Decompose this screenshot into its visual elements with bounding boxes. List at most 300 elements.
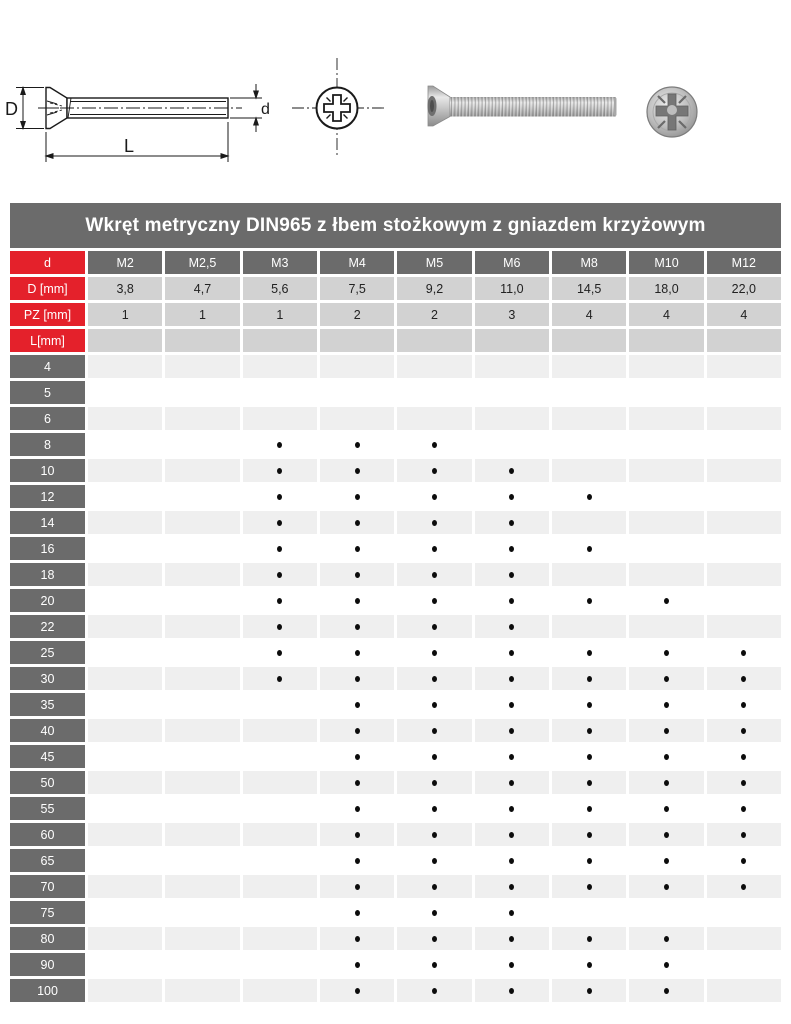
table-title: Wkręt metryczny DIN965 z łbem stożkowym z gniazdem krzyżowym <box>10 203 781 248</box>
availability-dot <box>587 988 592 994</box>
availability-cell <box>629 719 703 742</box>
availability-cell <box>88 875 162 898</box>
dim-value-cell <box>397 329 471 352</box>
availability-cell <box>552 771 626 794</box>
availability-dot <box>664 754 669 760</box>
availability-dot <box>355 442 360 448</box>
availability-cell <box>707 459 781 482</box>
availability-cell <box>475 615 549 638</box>
availability-dot <box>587 702 592 708</box>
availability-dot <box>509 598 514 604</box>
availability-cell <box>475 407 549 430</box>
availability-dot <box>355 650 360 656</box>
availability-cell <box>320 459 394 482</box>
availability-dot <box>509 650 514 656</box>
availability-cell <box>475 901 549 924</box>
availability-dot <box>509 936 514 942</box>
availability-cell <box>320 537 394 560</box>
dim-value-cell: 2 <box>397 303 471 326</box>
dim-value-cell: 9,2 <box>397 277 471 300</box>
availability-cell <box>629 407 703 430</box>
availability-dot <box>741 702 746 708</box>
length-row-label-45: 45 <box>10 745 85 768</box>
availability-cell <box>475 797 549 820</box>
availability-cell <box>243 589 317 612</box>
availability-cell <box>552 667 626 690</box>
availability-cell <box>88 459 162 482</box>
availability-cell <box>243 667 317 690</box>
availability-cell <box>88 563 162 586</box>
availability-cell <box>165 641 239 664</box>
availability-cell <box>475 979 549 1002</box>
availability-cell <box>552 927 626 950</box>
availability-cell <box>165 355 239 378</box>
availability-cell <box>629 537 703 560</box>
availability-cell <box>320 485 394 508</box>
screw-side-view <box>38 88 242 129</box>
availability-dot <box>664 936 669 942</box>
availability-cell <box>552 615 626 638</box>
availability-cell <box>475 589 549 612</box>
availability-cell <box>320 511 394 534</box>
availability-dot <box>432 780 437 786</box>
dim-value-cell: 14,5 <box>552 277 626 300</box>
availability-cell <box>320 979 394 1002</box>
availability-cell <box>243 875 317 898</box>
availability-cell <box>88 641 162 664</box>
availability-cell <box>165 511 239 534</box>
availability-cell <box>165 901 239 924</box>
availability-cell <box>165 979 239 1002</box>
availability-cell <box>320 797 394 820</box>
availability-cell <box>397 979 471 1002</box>
availability-cell <box>707 641 781 664</box>
availability-dot <box>664 884 669 890</box>
spec-table <box>10 203 781 1002</box>
availability-dot <box>355 624 360 630</box>
availability-dot <box>355 702 360 708</box>
availability-cell <box>707 771 781 794</box>
availability-dot <box>355 832 360 838</box>
availability-cell <box>88 537 162 560</box>
length-row-label-55: 55 <box>10 797 85 820</box>
corner-label-d: d <box>10 251 85 274</box>
availability-cell <box>320 901 394 924</box>
availability-cell <box>629 485 703 508</box>
availability-cell <box>397 407 471 430</box>
length-row-label-12: 12 <box>10 485 85 508</box>
availability-cell <box>397 927 471 950</box>
availability-cell <box>475 771 549 794</box>
availability-cell <box>552 355 626 378</box>
availability-dot <box>664 598 669 604</box>
availability-dot <box>664 780 669 786</box>
availability-dot <box>432 754 437 760</box>
availability-dot <box>587 936 592 942</box>
availability-cell <box>88 719 162 742</box>
availability-dot <box>432 546 437 552</box>
availability-cell <box>475 693 549 716</box>
availability-cell <box>88 849 162 872</box>
availability-cell <box>397 745 471 768</box>
availability-cell <box>707 979 781 1002</box>
length-row-label-14: 14 <box>10 511 85 534</box>
availability-cell <box>243 849 317 872</box>
availability-dot <box>432 520 437 526</box>
availability-cell <box>629 693 703 716</box>
availability-cell <box>552 589 626 612</box>
availability-cell <box>320 745 394 768</box>
availability-cell <box>629 927 703 950</box>
availability-cell <box>707 511 781 534</box>
availability-dot <box>587 806 592 812</box>
dim-value-cell: 1 <box>88 303 162 326</box>
availability-dot <box>509 988 514 994</box>
availability-cell <box>320 563 394 586</box>
availability-cell <box>552 849 626 872</box>
availability-cell <box>707 927 781 950</box>
availability-dot <box>432 858 437 864</box>
dim-value-cell <box>243 329 317 352</box>
dim-value-cell <box>552 329 626 352</box>
length-row-label-50: 50 <box>10 771 85 794</box>
availability-dot <box>509 910 514 916</box>
availability-dot <box>587 858 592 864</box>
availability-dot <box>664 858 669 864</box>
availability-cell <box>552 459 626 482</box>
availability-cell <box>629 641 703 664</box>
availability-dot <box>355 754 360 760</box>
availability-cell <box>88 589 162 612</box>
availability-cell <box>88 927 162 950</box>
availability-cell <box>552 485 626 508</box>
dim-value-cell: 4 <box>629 303 703 326</box>
availability-cell <box>552 563 626 586</box>
availability-cell <box>243 745 317 768</box>
dimension-label-d: d <box>261 101 270 118</box>
availability-cell <box>629 667 703 690</box>
availability-cell <box>165 849 239 872</box>
availability-cell <box>707 875 781 898</box>
dim-row-label-0: D [mm] <box>10 277 85 300</box>
availability-cell <box>397 615 471 638</box>
availability-cell <box>475 875 549 898</box>
col-header-M12: M12 <box>707 251 781 274</box>
availability-cell <box>475 563 549 586</box>
availability-dot <box>355 780 360 786</box>
availability-dot <box>432 910 437 916</box>
screw-photo-side <box>428 86 617 126</box>
availability-cell <box>629 849 703 872</box>
availability-dot <box>509 780 514 786</box>
availability-cell <box>475 849 549 872</box>
availability-cell <box>243 407 317 430</box>
dim-value-cell: 11,0 <box>475 277 549 300</box>
availability-cell <box>629 823 703 846</box>
availability-dot <box>432 676 437 682</box>
screw-front-view <box>292 58 384 158</box>
availability-dot <box>277 442 282 448</box>
availability-cell <box>165 433 239 456</box>
availability-cell <box>243 537 317 560</box>
dim-value-cell <box>629 329 703 352</box>
availability-dot <box>587 494 592 500</box>
dim-value-cell: 22,0 <box>707 277 781 300</box>
availability-cell <box>397 433 471 456</box>
availability-cell <box>629 433 703 456</box>
availability-cell <box>552 719 626 742</box>
availability-dot <box>741 884 746 890</box>
availability-cell <box>552 433 626 456</box>
dim-value-cell: 18,0 <box>629 277 703 300</box>
availability-cell <box>707 433 781 456</box>
col-header-M3: M3 <box>243 251 317 274</box>
availability-cell <box>629 797 703 820</box>
col-header-M5: M5 <box>397 251 471 274</box>
availability-dot <box>355 468 360 474</box>
availability-cell <box>397 797 471 820</box>
availability-dot <box>509 546 514 552</box>
availability-cell <box>552 693 626 716</box>
availability-cell <box>552 537 626 560</box>
availability-cell <box>707 485 781 508</box>
availability-dot <box>432 988 437 994</box>
availability-cell <box>88 355 162 378</box>
availability-dot <box>355 858 360 864</box>
dim-value-cell: 1 <box>165 303 239 326</box>
availability-cell <box>397 901 471 924</box>
availability-cell <box>88 693 162 716</box>
availability-dot <box>509 832 514 838</box>
availability-cell <box>397 511 471 534</box>
length-row-label-80: 80 <box>10 927 85 950</box>
availability-cell <box>243 797 317 820</box>
availability-cell <box>707 797 781 820</box>
availability-cell <box>397 953 471 976</box>
dim-value-cell: 1 <box>243 303 317 326</box>
dimension-label-D: D <box>5 99 18 119</box>
availability-cell <box>707 745 781 768</box>
availability-cell <box>165 693 239 716</box>
availability-cell <box>707 849 781 872</box>
availability-dot <box>664 962 669 968</box>
dim-value-cell <box>165 329 239 352</box>
availability-cell <box>707 823 781 846</box>
availability-cell <box>88 901 162 924</box>
availability-cell <box>707 693 781 716</box>
availability-cell <box>475 511 549 534</box>
col-header-M2: M2 <box>88 251 162 274</box>
availability-cell <box>552 979 626 1002</box>
availability-cell <box>397 485 471 508</box>
availability-cell <box>320 719 394 742</box>
availability-dot <box>277 494 282 500</box>
availability-cell <box>397 355 471 378</box>
availability-dot <box>277 598 282 604</box>
dim-value-cell: 4,7 <box>165 277 239 300</box>
availability-dot <box>355 962 360 968</box>
availability-dot <box>587 728 592 734</box>
availability-cell <box>165 719 239 742</box>
dim-value-cell: 7,5 <box>320 277 394 300</box>
availability-cell <box>165 927 239 950</box>
availability-cell <box>243 719 317 742</box>
availability-cell <box>475 719 549 742</box>
availability-cell <box>397 667 471 690</box>
availability-cell <box>707 719 781 742</box>
availability-dot <box>664 676 669 682</box>
availability-cell <box>397 771 471 794</box>
availability-dot <box>741 806 746 812</box>
availability-cell <box>397 563 471 586</box>
availability-dot <box>509 806 514 812</box>
length-row-label-10: 10 <box>10 459 85 482</box>
availability-cell <box>320 693 394 716</box>
availability-dot <box>277 572 282 578</box>
availability-cell <box>88 667 162 690</box>
availability-cell <box>552 797 626 820</box>
availability-dot <box>509 884 514 890</box>
product-photo <box>400 0 791 200</box>
availability-dot <box>741 728 746 734</box>
availability-dot <box>587 754 592 760</box>
availability-cell <box>397 537 471 560</box>
availability-cell <box>320 355 394 378</box>
availability-cell <box>475 485 549 508</box>
availability-cell <box>397 849 471 872</box>
availability-cell <box>552 901 626 924</box>
availability-dot <box>355 520 360 526</box>
availability-dot <box>432 806 437 812</box>
availability-cell <box>88 979 162 1002</box>
availability-dot <box>432 832 437 838</box>
availability-dot <box>509 624 514 630</box>
availability-cell <box>475 745 549 768</box>
availability-cell <box>243 511 317 534</box>
availability-dot <box>509 520 514 526</box>
availability-cell <box>320 641 394 664</box>
availability-cell <box>629 459 703 482</box>
availability-cell <box>629 589 703 612</box>
availability-cell <box>475 953 549 976</box>
length-row-label-8: 8 <box>10 433 85 456</box>
availability-dot <box>664 728 669 734</box>
availability-cell <box>397 641 471 664</box>
length-row-label-70: 70 <box>10 875 85 898</box>
availability-cell <box>243 381 317 404</box>
technical-drawing <box>0 0 390 200</box>
availability-dot <box>587 598 592 604</box>
availability-cell <box>475 667 549 690</box>
availability-cell <box>629 563 703 586</box>
availability-cell <box>707 407 781 430</box>
col-header-M2_5: M2,5 <box>165 251 239 274</box>
availability-cell <box>552 407 626 430</box>
availability-cell <box>88 615 162 638</box>
availability-cell <box>397 459 471 482</box>
col-header-M6: M6 <box>475 251 549 274</box>
availability-cell <box>320 589 394 612</box>
availability-cell <box>165 537 239 560</box>
availability-dot <box>432 962 437 968</box>
availability-cell <box>165 823 239 846</box>
availability-cell <box>629 511 703 534</box>
length-row-label-65: 65 <box>10 849 85 872</box>
length-row-label-30: 30 <box>10 667 85 690</box>
availability-dot <box>277 468 282 474</box>
availability-dot <box>664 702 669 708</box>
availability-cell <box>707 563 781 586</box>
availability-cell <box>88 745 162 768</box>
availability-dot <box>432 494 437 500</box>
availability-cell <box>320 875 394 898</box>
length-row-label-4: 4 <box>10 355 85 378</box>
availability-cell <box>475 537 549 560</box>
availability-dot <box>587 676 592 682</box>
availability-dot <box>509 572 514 578</box>
availability-cell <box>165 381 239 404</box>
availability-cell <box>552 381 626 404</box>
availability-dot <box>355 676 360 682</box>
availability-dot <box>741 858 746 864</box>
availability-dot <box>432 936 437 942</box>
availability-cell <box>165 459 239 482</box>
availability-cell <box>397 719 471 742</box>
availability-cell <box>397 875 471 898</box>
length-row-label-20: 20 <box>10 589 85 612</box>
dim-value-cell: 3 <box>475 303 549 326</box>
availability-cell <box>243 355 317 378</box>
availability-dot <box>509 858 514 864</box>
availability-cell <box>629 875 703 898</box>
col-header-M4: M4 <box>320 251 394 274</box>
dim-value-cell: 4 <box>552 303 626 326</box>
availability-cell <box>320 823 394 846</box>
length-row-label-22: 22 <box>10 615 85 638</box>
availability-dot <box>509 468 514 474</box>
dim-value-cell: 4 <box>707 303 781 326</box>
availability-dot <box>509 754 514 760</box>
screw-photo-top <box>647 87 697 137</box>
dim-row-label-1: PZ [mm] <box>10 303 85 326</box>
availability-dot <box>509 494 514 500</box>
availability-dot <box>432 598 437 604</box>
availability-cell <box>165 771 239 794</box>
dim-row-label-2: L[mm] <box>10 329 85 352</box>
availability-dot <box>664 832 669 838</box>
dim-value-cell: 5,6 <box>243 277 317 300</box>
availability-dot <box>664 988 669 994</box>
availability-cell <box>629 979 703 1002</box>
col-header-M8: M8 <box>552 251 626 274</box>
availability-cell <box>243 641 317 664</box>
availability-dot <box>277 650 282 656</box>
dim-value-cell: 2 <box>320 303 394 326</box>
availability-dot <box>355 910 360 916</box>
availability-cell <box>707 901 781 924</box>
availability-cell <box>243 615 317 638</box>
availability-dot <box>587 546 592 552</box>
availability-cell <box>707 381 781 404</box>
availability-cell <box>243 927 317 950</box>
availability-dot <box>355 728 360 734</box>
availability-dot <box>355 936 360 942</box>
availability-cell <box>475 433 549 456</box>
availability-cell <box>552 745 626 768</box>
availability-cell <box>88 953 162 976</box>
availability-cell <box>707 953 781 976</box>
availability-dot <box>664 806 669 812</box>
